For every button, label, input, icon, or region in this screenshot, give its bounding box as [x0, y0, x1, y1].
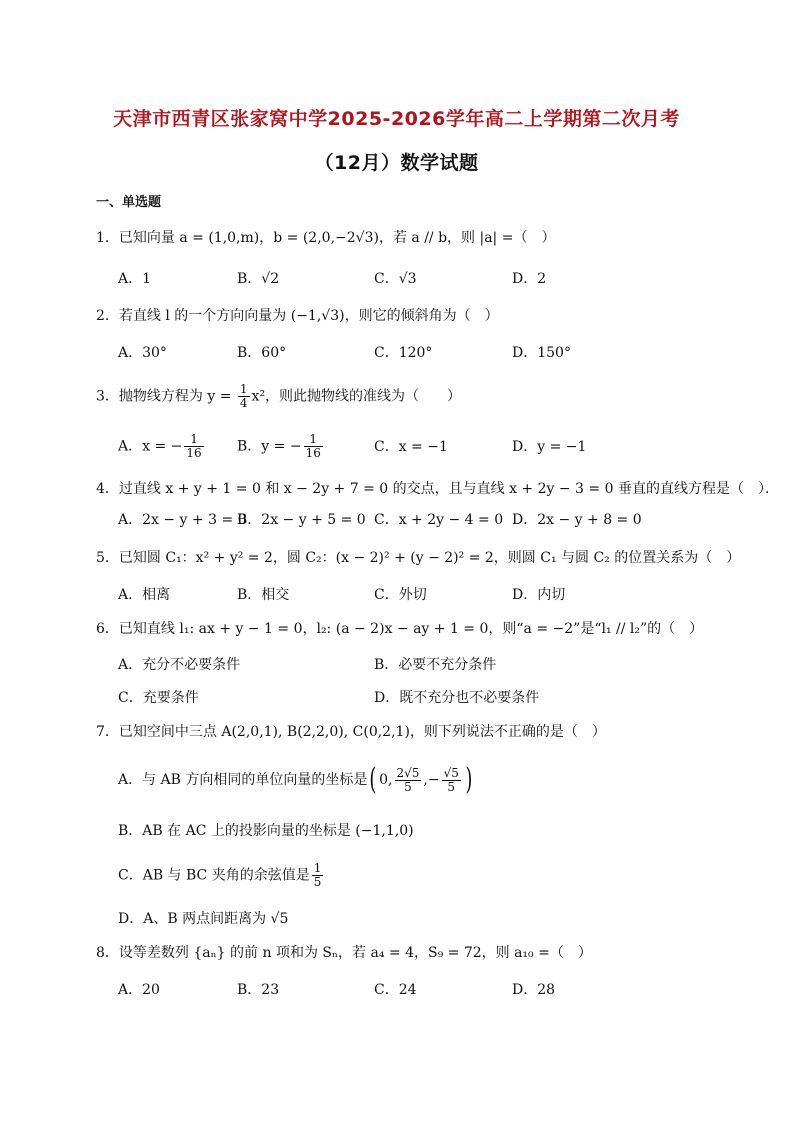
q4-option-d: D．2x − y + 8 = 0 [512, 512, 642, 528]
question-5-stem: 5．已知圆 C₁：x² + y² = 2，圆 C₂：(x − 2)² + (y − 2)² = 2，则圆 C₁ 与圆 C₂ 的位置关系为（ ） [96, 550, 741, 566]
question-4-stem: 4．过直线 x + y + 1 = 0 和 x − 2y + 7 = 0 的交点，且与直线 x + 2y − 3 = 0 垂直的直线方程是（ ）． [96, 481, 779, 497]
q1-option-a: A．1 [118, 271, 152, 287]
q7-frac-1 [395, 767, 422, 794]
question-3-stem [96, 383, 461, 410]
q3-oa-den: 16 [186, 446, 202, 460]
q7-frac-1-num: 2√5 [396, 765, 420, 780]
question-2-stem: 2．若直线 l 的一个方向向量为 (−1,√3)，则它的倾斜角为（ ） [96, 308, 499, 324]
q5-option-c: C．外切 [374, 587, 427, 603]
q2-option-b: B．60° [237, 345, 287, 361]
question-1-stem: 1．已知向量 a = (1,0,m)，b = (2,0,−2√3)，若 a // b，则 |a| =（ ） [96, 230, 556, 246]
q3-option-a [118, 433, 206, 460]
q1-option-c: C．√3 [374, 271, 417, 287]
q2-option-d: D．150° [512, 345, 571, 361]
q7-option-c-text: C．AB 与 BC 夹角的余弦值是 [118, 867, 310, 884]
question-6-stem: 6．已知直线 l₁: ax + y − 1 = 0，l₂: (a − 2)x − ay + 1 = 0，则“a = −2”是“l₁ // l₂”的（ ） [96, 621, 704, 637]
q7-frac-1-den: 5 [404, 779, 412, 794]
q4-option-a: A．2x − y + 3 = 0 [118, 512, 247, 528]
q3-stem-fraction [238, 383, 250, 410]
q7-vec-mid: ,− [423, 772, 440, 788]
question-8-stem: 8．设等差数列 {aₙ} 的前 n 项和为 Sₙ，若 a₄ = 4，S₉ = 72，则 a₁₀ =（ ） [96, 945, 592, 961]
q3-option-b-fraction [304, 433, 323, 460]
q7-option-a-text: A．与 AB 方向相同的单位向量的坐标是 [118, 772, 368, 788]
q2-option-c: C．120° [374, 345, 433, 361]
q3-option-a-label: A．x = − [118, 438, 183, 455]
q7-option-d: D．A、B 两点间距离为 √5 [118, 911, 289, 927]
q3-option-a-fraction [184, 433, 203, 460]
q3-option-b [237, 433, 325, 460]
q7-frac-2 [442, 767, 461, 794]
q8-option-b: B．23 [237, 982, 280, 998]
document-subtitle: （12月）数学试题 [314, 152, 479, 174]
q8-option-c: C．24 [374, 982, 417, 998]
q7-paren-close: ) [465, 762, 473, 797]
q5-option-d: D．内切 [512, 587, 566, 603]
q3-stem-prefix: 3．抛物线方程为 y = [96, 388, 236, 405]
q5-option-b: B．相交 [237, 587, 290, 603]
q3-frac-num: 1 [239, 382, 248, 396]
q7-frac-2-num: √5 [443, 765, 459, 780]
q4-option-c: C．x + 2y − 4 = 0 [374, 512, 504, 528]
q8-option-a: A．20 [118, 982, 160, 998]
q3-ob-num: 1 [304, 433, 323, 447]
q6-option-d: D．既不充分也不必要条件 [374, 690, 540, 706]
q3-ob-den: 16 [305, 446, 321, 460]
q7-option-b: B．AB 在 AC 上的投影向量的坐标是 (−1,1,0) [118, 823, 414, 839]
question-7-stem: 7．已知空间中三点 A(2,0,1), B(2,2,0), C(0,2,1)，则下列说法不正确的是（ ） [96, 724, 606, 740]
q1-option-d: D．2 [512, 271, 547, 287]
q7-frac-2-den: 5 [447, 779, 456, 794]
q4-option-b: B．2x − y + 5 = 0 [237, 512, 366, 528]
q5-option-a: A．相离 [118, 587, 171, 603]
q7-option-c-fraction [312, 862, 324, 889]
q7-oc-num: 1 [313, 861, 322, 875]
q3-option-c: C．x = −1 [374, 439, 448, 455]
q6-option-a: A．充分不必要条件 [118, 657, 241, 673]
q8-option-d: D．28 [512, 982, 556, 998]
section-heading: 一、单选题 [96, 195, 162, 210]
q7-oc-den: 5 [313, 875, 322, 889]
q7-paren-open: ( [369, 762, 377, 797]
q3-stem-suffix: x²，则此抛物线的准线为（ ） [251, 388, 462, 405]
q7-option-a [118, 762, 475, 797]
document-title: 天津市西青区张家窝中学2025-2026学年高二上学期第二次月考 [113, 108, 680, 130]
q6-option-c: C．充要条件 [118, 690, 199, 706]
q3-frac-den: 4 [239, 396, 248, 410]
q3-oa-num: 1 [184, 433, 203, 447]
q3-option-b-label: B．y = − [237, 438, 302, 455]
q1-option-b: B．√2 [237, 271, 280, 287]
q2-option-a: A．30° [118, 345, 167, 361]
q6-option-b: B．必要不充分条件 [374, 657, 497, 673]
q3-option-d: D．y = −1 [512, 439, 587, 455]
q7-vec-start: 0, [379, 772, 393, 788]
q7-option-c [118, 862, 325, 889]
